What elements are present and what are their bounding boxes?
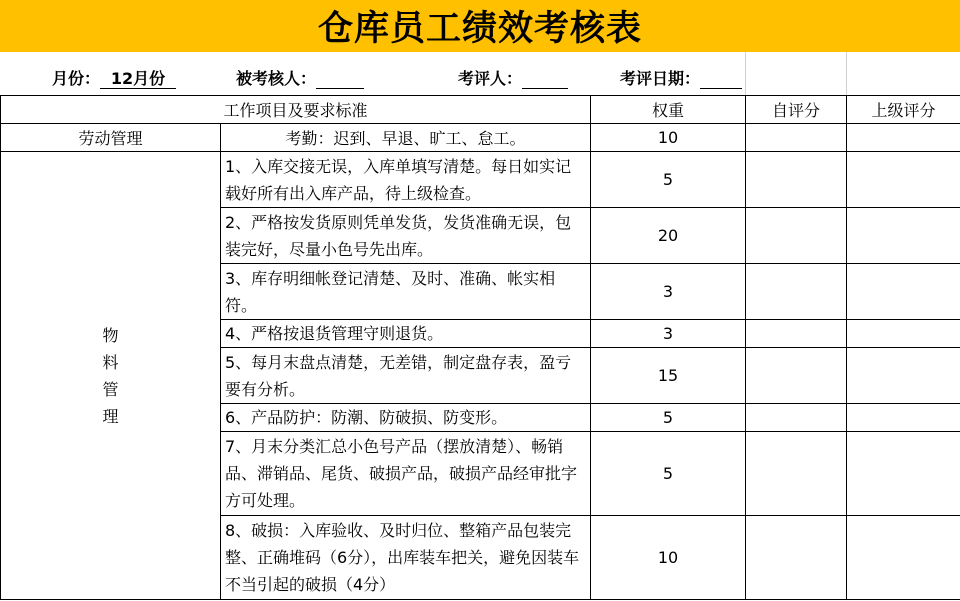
superior-score-cell[interactable] [847, 152, 960, 208]
weight-cell: 3 [591, 264, 746, 320]
self-score-cell[interactable] [746, 516, 847, 600]
header-items: 工作项目及要求标准 [1, 96, 591, 124]
category-char: 管 [102, 379, 119, 399]
grid-line [846, 52, 847, 95]
weight-cell: 3 [591, 320, 746, 348]
title-bar [0, 0, 960, 52]
superior-score-cell[interactable] [847, 264, 960, 320]
requirement-cell: 6、产品防护：防潮、防破损、防变形。 [221, 404, 591, 432]
reviewer-value[interactable] [522, 69, 568, 89]
reviewer-label: 考评人： [458, 69, 523, 88]
weight-cell: 10 [591, 516, 746, 600]
superior-score-cell[interactable] [847, 432, 960, 516]
weight-cell: 5 [591, 432, 746, 516]
weight-cell: 10 [591, 124, 746, 152]
assessee-label: 被考核人： [236, 69, 317, 88]
requirement-cell: 1、入库交接无误，入库单填写清楚。每日如实记载好所有出入库产品，待上级检查。 [221, 152, 591, 208]
superior-score-cell[interactable] [847, 320, 960, 348]
header-weight: 权重 [591, 96, 746, 124]
category-char: 理 [102, 406, 119, 426]
self-score-cell[interactable] [746, 124, 847, 152]
header-row [1, 96, 960, 124]
page-title: 仓库员工绩效考核表 [317, 9, 642, 49]
assessee-value[interactable] [316, 69, 364, 89]
requirement-cell: 2、严格按发货原则凭单发货，发货准确无误，包装完好，尽量小色号先出库。 [221, 208, 591, 264]
table-row [1, 124, 960, 152]
category-char: 料 [102, 352, 119, 372]
meta-row [0, 52, 960, 95]
date-label: 考评日期： [620, 69, 701, 88]
self-score-cell[interactable] [746, 208, 847, 264]
category-cell: 劳动管理 [1, 124, 221, 152]
requirement-cell: 7、月末分类汇总小色号产品（摆放清楚）、畅销品、滞销品、尾货、破损产品，破损产品经审批字方可处理。 [221, 432, 591, 516]
self-score-cell[interactable] [746, 404, 847, 432]
requirement-cell: 3、库存明细帐登记清楚、及时、准确、帐实相符。 [221, 264, 591, 320]
requirement-cell: 5、每月末盘点清楚，无差错，制定盘存表，盈亏要有分析。 [221, 348, 591, 404]
category-char: 物 [102, 325, 119, 345]
superior-score-cell[interactable] [847, 124, 960, 152]
requirement-cell: 8、破损：入库验收、及时归位、整箱产品包装完整、正确堆码（6分），出库装车把关，避免因装车不当引起的破损（4分） [221, 516, 591, 600]
self-score-cell[interactable] [746, 264, 847, 320]
requirement-cell: 考勤：迟到、早退、旷工、怠工。 [221, 124, 591, 152]
self-score-cell[interactable] [746, 320, 847, 348]
weight-cell: 5 [591, 152, 746, 208]
self-score-cell[interactable] [746, 348, 847, 404]
assessee-field [236, 66, 364, 89]
month-field [52, 66, 176, 89]
header-self-score: 自评分 [746, 96, 847, 124]
category-cell-material [1, 152, 221, 600]
superior-score-cell[interactable] [847, 208, 960, 264]
month-label: 月份： [52, 69, 101, 88]
weight-cell: 5 [591, 404, 746, 432]
self-score-cell[interactable] [746, 152, 847, 208]
date-value[interactable] [700, 69, 742, 89]
weight-cell: 20 [591, 208, 746, 264]
requirement-cell: 4、严格按退货管理守则退货。 [221, 320, 591, 348]
superior-score-cell[interactable] [847, 348, 960, 404]
self-score-cell[interactable] [746, 432, 847, 516]
assessment-table [0, 95, 960, 600]
header-superior-score: 上级评分 [847, 96, 960, 124]
date-field [620, 66, 742, 89]
weight-cell: 15 [591, 348, 746, 404]
month-value[interactable]: 12月份 [100, 69, 176, 89]
superior-score-cell[interactable] [847, 404, 960, 432]
table-row [1, 152, 960, 208]
grid-line [745, 52, 746, 95]
superior-score-cell[interactable] [847, 516, 960, 600]
reviewer-field [458, 66, 568, 89]
